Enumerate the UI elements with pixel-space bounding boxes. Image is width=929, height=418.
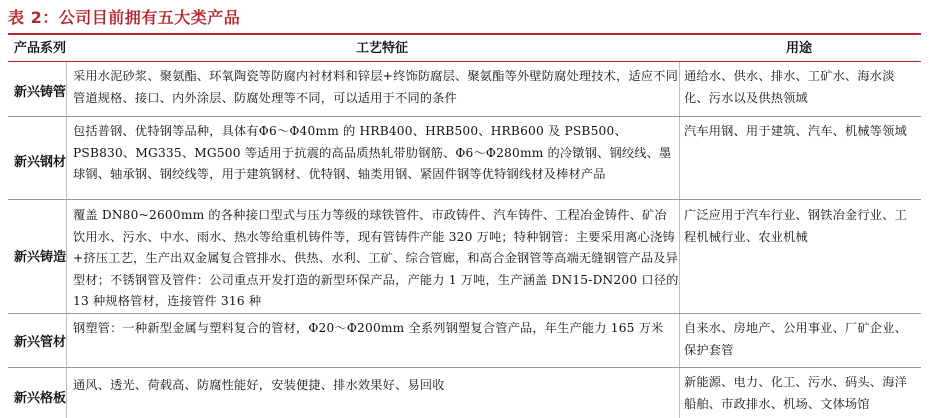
header-use: 用途 [786,41,813,56]
row-divider [8,199,921,200]
row-process-text: 覆盖 DN80~2600mm 的各种接口型式与压力等级的球铁管件、市政铸件、汽车铸件、工程冶金铸件、矿冶饮用水、污水、中水、雨水、热水等给重机铸件等，现有管铸件产能 320 万吨；特种钢管：主要采用离心浇铸+挤压工艺，生产出双金属复合管排水、供热、水利、工矿、综合管廊，和高合金钢管等高端无缝钢管产品及异型材；不锈钢管及管件：公司重点开发打造的新型环保产品，产能力 1 万吨，生产涵盖 DN15-DN200 口径的 13 种规格管材，连接管件 316 种 [73,208,679,308]
row-use-text: 汽车用钢、用于建筑、汽车、机械等领域 [684,124,907,138]
header-process: 工艺特征 [356,41,409,56]
table-title: 表 2：公司目前拥有五大类产品 [8,8,241,27]
row-product-label: 新兴管材 [14,335,67,350]
header-rule [8,61,921,62]
row-process-text: 包括普钢、优特钢等品种，具体有Φ6～Φ40mm 的 HRB400、HRB500、HRB600 及 PSB500、PSB830、MG335、MG500 等适用于抗震的高品质热轧带肋钢筋、Φ6～Φ280mm 的冷镦钢、钢绞线、墨球钢、轴承钢、钢绞线等，用于建筑钢材、优特钢、轴类用钢、紧固件钢等优特钢线材及棒材产品 [73,124,672,181]
row-divider [8,313,921,314]
row-divider [8,116,921,117]
row-product-label: 新兴铸管 [14,85,67,100]
row-process-text: 通风、透光、荷载高、防腐性能好，安装便捷、排水效果好、易回收 [73,378,445,392]
row-product-label: 新兴格板 [14,391,67,406]
row-divider [8,367,921,368]
row-process-text: 采用水泥砂浆、聚氨酯、环氧陶瓷等防腐内衬材料和锌层+终饰防腐层、聚氨酯等外壁防腐处理技术，适应不同管道规格、接口、内外涂层、防腐处理等不同，可以适用于不同的条件 [73,69,679,105]
row-product-label: 新兴钢材 [14,155,67,170]
row-product-label: 新兴铸造 [14,250,67,265]
row-use-text: 通给水、供水、排水、工矿水、海水淡化、污水以及供热领域 [684,69,895,105]
row-use-text: 自来水、房地产、公用事业、厂矿企业、保护套管 [684,321,907,357]
row-process-text: 钢塑管：一种新型金属与塑料复合的管材，Φ20～Φ200mm 全系列钢塑复合管产品，年生产能力 165 万米 [73,321,664,335]
header-product: 产品系列 [14,41,67,56]
row-use-text: 广泛应用于汽车行业、钢铁冶金行业、工程机械行业、农业机械 [684,208,907,244]
title-rule [8,33,921,35]
row-use-text: 新能源、电力、化工、污水、码头、海洋船舶、市政排水、机场、文体场馆 [684,375,907,411]
